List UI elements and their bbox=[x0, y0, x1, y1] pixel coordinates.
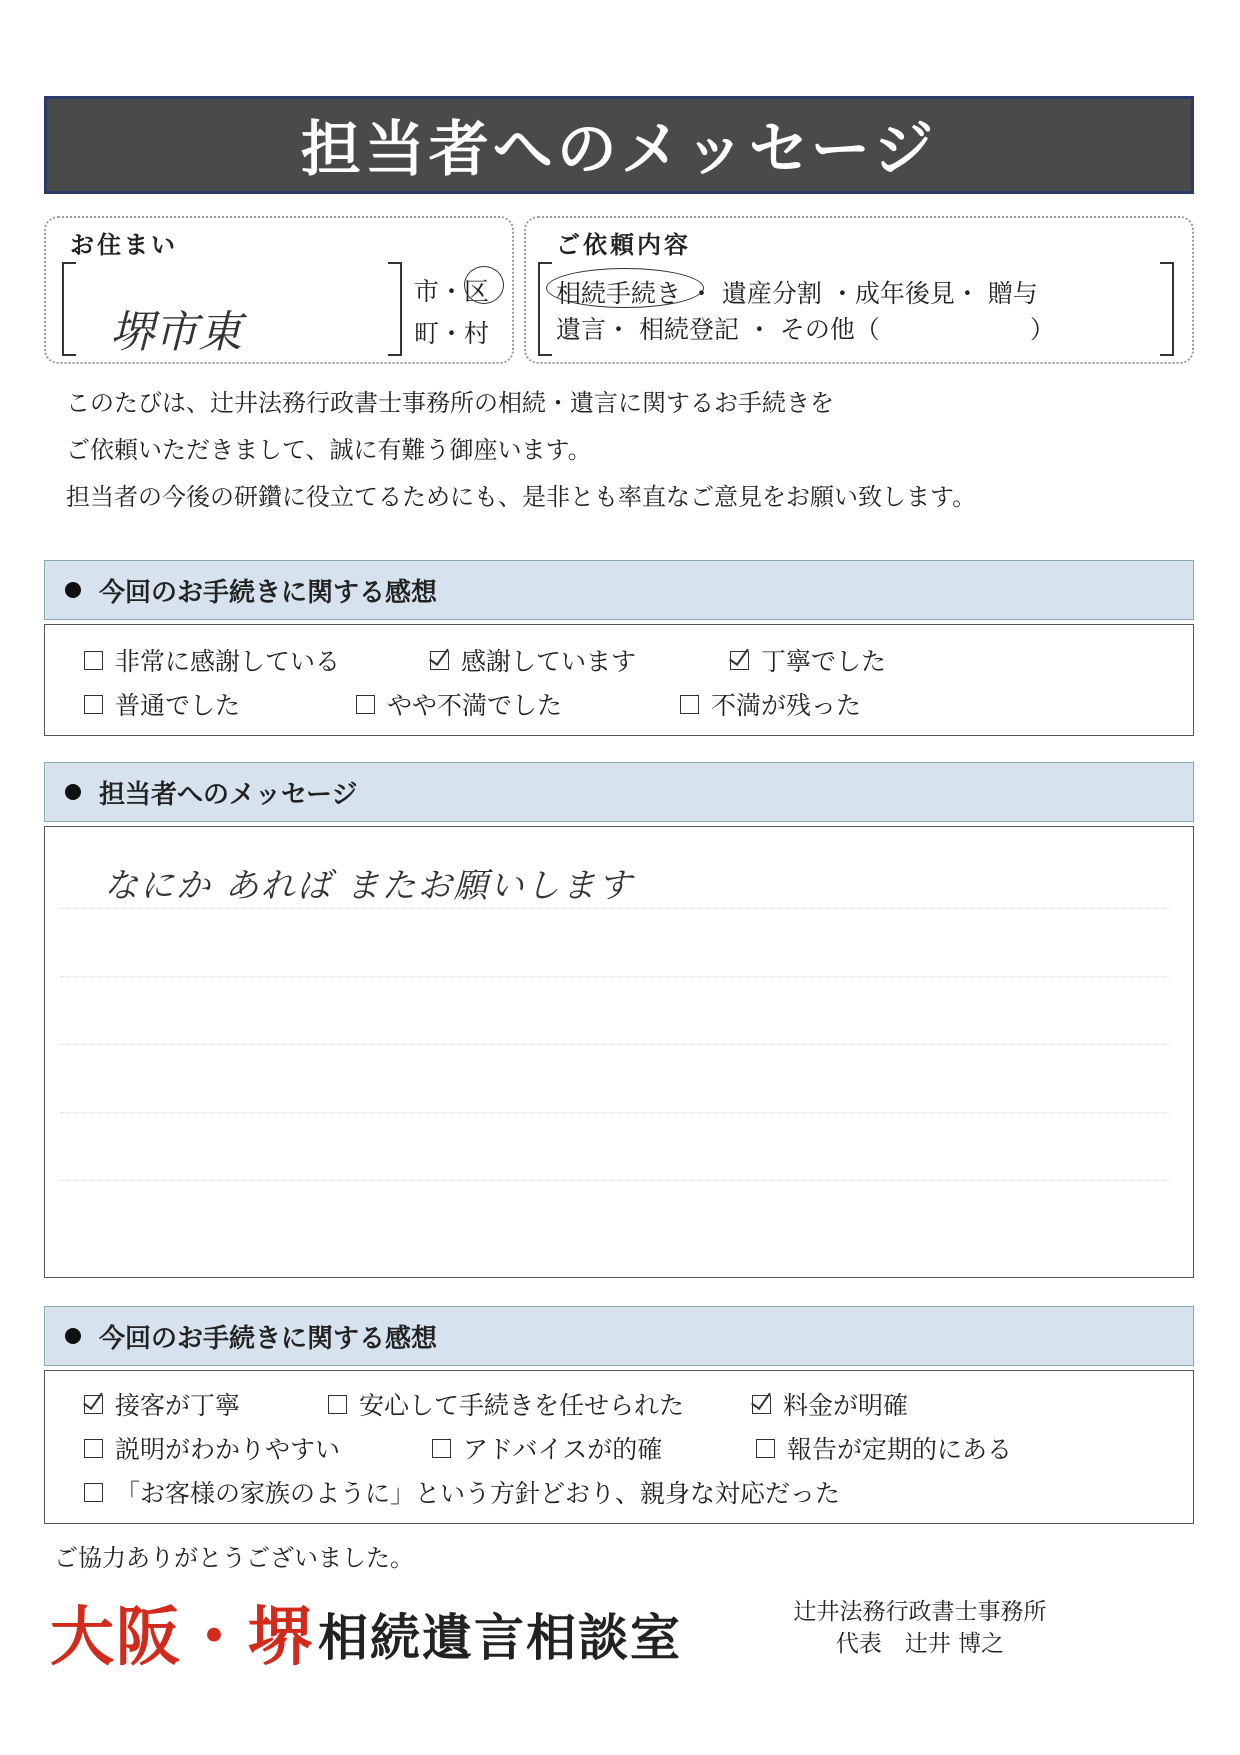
option-very-grateful[interactable]: 非常に感謝している bbox=[84, 642, 340, 678]
message-rule bbox=[60, 1112, 1170, 1113]
intro-line: このたびは、辻井法務行政書士事務所の相続・遺言に関するお手続きを bbox=[66, 389, 834, 417]
section2-heading: 担当者へのメッセージ bbox=[99, 779, 358, 810]
brand-black: 相続遺言相談室 bbox=[318, 1609, 682, 1667]
intro-line: 担当者の今後の研鑽に役立てるためにも、是非とも率直なご意見をお願い致します。 bbox=[66, 483, 977, 511]
option-grateful[interactable]: 感謝しています bbox=[430, 642, 636, 678]
option-regular-reports[interactable]: 報告が定期的にある bbox=[756, 1430, 1012, 1466]
bullet-icon bbox=[65, 1328, 81, 1344]
checkbox-icon bbox=[328, 1395, 347, 1414]
message-rule bbox=[60, 1180, 1170, 1181]
message-rule bbox=[60, 908, 1170, 909]
bullet-icon bbox=[65, 784, 81, 800]
address-bracket-left bbox=[62, 262, 76, 356]
message-rule bbox=[60, 976, 1170, 977]
checked-checkbox-icon bbox=[752, 1395, 771, 1414]
office-name: 辻井法務行政書士事務所 bbox=[793, 1599, 1047, 1625]
page-title: 担当者へのメッセージ bbox=[300, 115, 938, 185]
intro-line: ご依頼いただきまして、誠に有難う御座います。 bbox=[66, 436, 592, 464]
address-label: お住まい bbox=[70, 231, 178, 259]
checked-checkbox-icon bbox=[84, 1395, 103, 1414]
office-info bbox=[770, 1596, 1070, 1660]
option-slightly-dissatisfied[interactable]: やや不満でした bbox=[356, 686, 562, 722]
section3-header bbox=[44, 1306, 1194, 1366]
checkbox-icon bbox=[84, 1439, 103, 1458]
checkbox-icon bbox=[84, 695, 103, 714]
request-bracket-left bbox=[538, 262, 552, 356]
option-trustworthy[interactable]: 安心して手続きを任せられた bbox=[328, 1386, 684, 1422]
bullet-icon bbox=[65, 582, 81, 598]
address-city-ward: 市・区 bbox=[414, 277, 490, 306]
request-line-2: 遺言・ 相続登記 ・ その他（ ） bbox=[556, 315, 1055, 344]
checked-checkbox-icon bbox=[730, 651, 749, 670]
checkbox-icon bbox=[84, 651, 103, 670]
checked-checkbox-icon bbox=[430, 651, 449, 670]
request-line-1: 相続手続き ・ 遺産分割 ・成年後見・ 贈与 bbox=[556, 279, 1038, 308]
option-family-like-care[interactable]: 「お客様の家族のように」という方針どおり、親身な対応だった bbox=[84, 1474, 840, 1510]
representative-name: 代表 辻井 博之 bbox=[835, 1631, 1005, 1657]
option-normal[interactable]: 普通でした bbox=[84, 686, 240, 722]
checkbox-icon bbox=[680, 695, 699, 714]
address-town-village: 町・村 bbox=[414, 319, 490, 348]
checkbox-icon bbox=[356, 695, 375, 714]
option-courteous-service[interactable]: 接客が丁寧 bbox=[84, 1386, 240, 1422]
option-polite[interactable]: 丁寧でした bbox=[730, 642, 886, 678]
option-accurate-advice[interactable]: アドバイスが的確 bbox=[432, 1430, 662, 1466]
option-clear-fees[interactable]: 料金が明確 bbox=[752, 1386, 908, 1422]
section1-header bbox=[44, 560, 1194, 620]
checkbox-icon bbox=[756, 1439, 775, 1458]
section1-heading: 今回のお手続きに関する感想 bbox=[99, 577, 438, 608]
option-clear-explanation[interactable]: 説明がわかりやすい bbox=[84, 1430, 340, 1466]
section2-header bbox=[44, 762, 1194, 822]
thanks-text: ご協力ありがとうございました。 bbox=[54, 1544, 414, 1572]
brand-red: 大阪・堺 bbox=[50, 1601, 314, 1675]
address-bracket-right bbox=[388, 262, 402, 356]
title-banner bbox=[44, 96, 1194, 194]
request-bracket-right bbox=[1160, 262, 1174, 356]
checkbox-icon bbox=[84, 1483, 103, 1502]
request-label: ご依頼内容 bbox=[556, 231, 691, 259]
option-dissatisfied[interactable]: 不満が残った bbox=[680, 686, 861, 722]
ward-circle-mark bbox=[464, 266, 504, 304]
message-handwritten: なにか あれば またお願いします bbox=[104, 866, 634, 906]
address-handwritten: 堺市東 bbox=[110, 307, 242, 358]
intro-text bbox=[66, 380, 1186, 521]
section3-heading: 今回のお手続きに関する感想 bbox=[99, 1323, 438, 1354]
checkbox-icon bbox=[432, 1439, 451, 1458]
message-rule bbox=[60, 1044, 1170, 1045]
